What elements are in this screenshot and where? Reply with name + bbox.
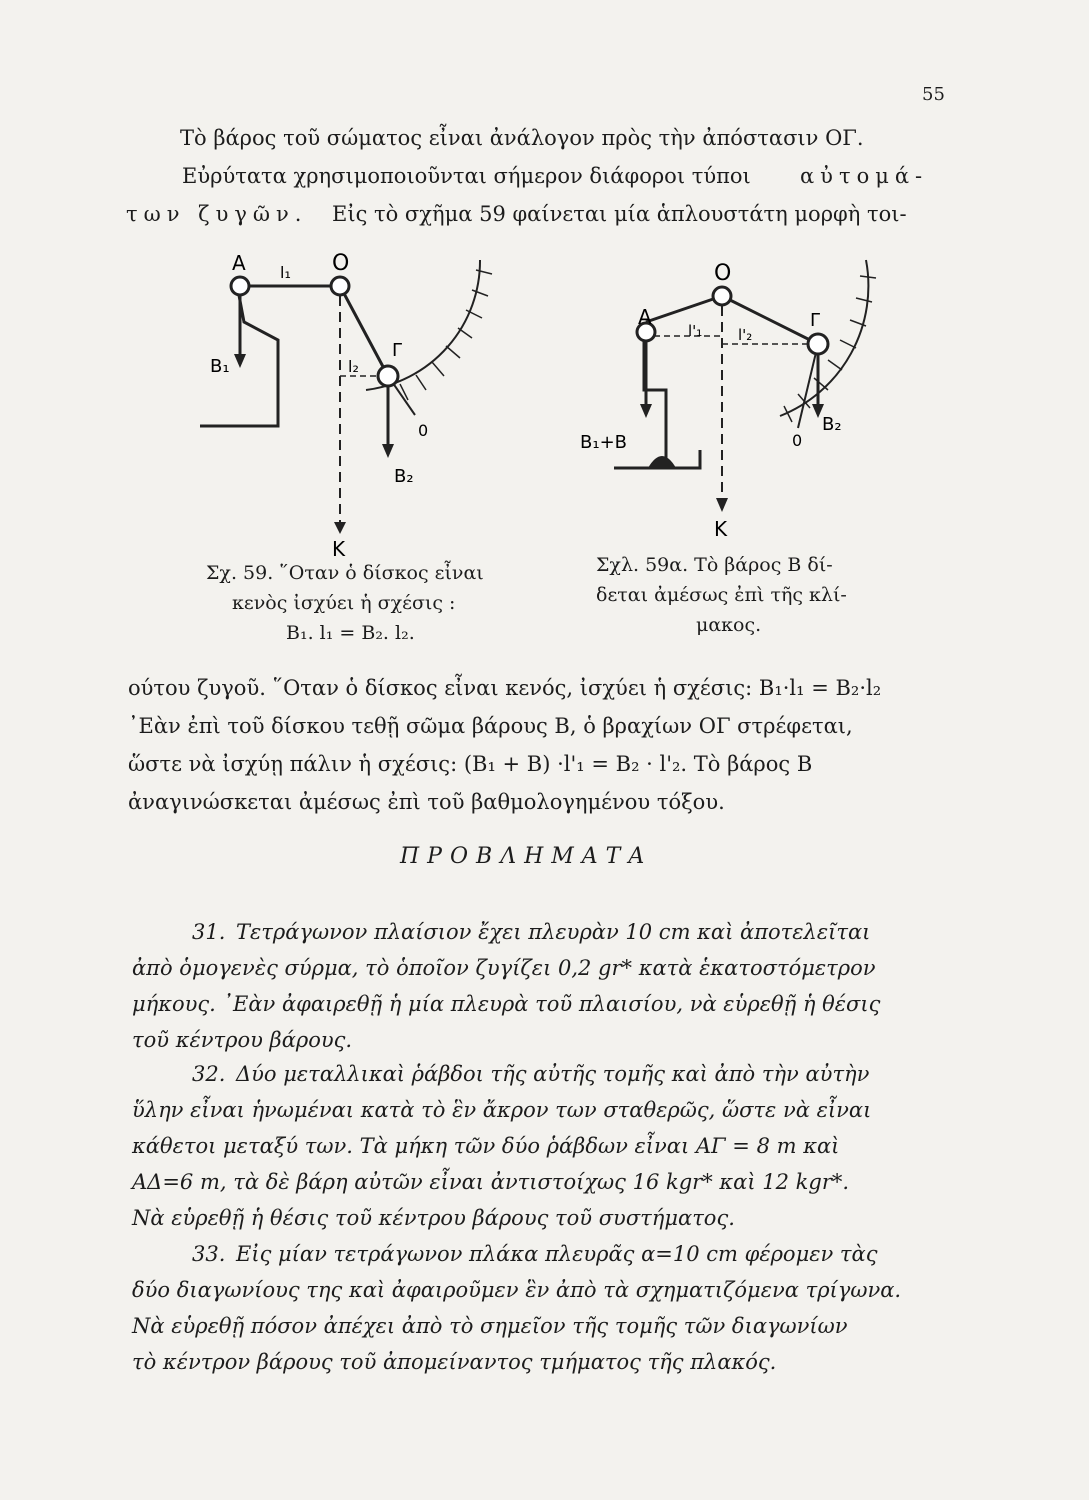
arrow-b1b — [640, 404, 652, 418]
arrow-b1 — [234, 354, 246, 368]
label-o: O — [714, 261, 732, 286]
caption-59a-line-2: δεται ἀμέσως ἐπὶ τῆς κλί- — [596, 584, 847, 606]
beam-a-o — [646, 296, 722, 322]
label-b1: B₁ — [210, 356, 230, 377]
caption-59-line-1: Σχ. 59. ῞Οταν ὁ δίσκος εἶναι — [206, 562, 484, 584]
body-line-3: ὥστε νὰ ἰσχύῃ πάλιν ἡ σχέσις: (B₁ + B) ·l'₁ = B₂ · l'₂. Τὸ βάρος B — [128, 752, 813, 776]
intro-line-2b: αὐτομά- — [800, 164, 929, 188]
problem-line: ΑΔ=6 m, τὰ δὲ βάρη αὐτῶν εἶναι ἀντιστοίχως 16 kgr* καὶ 12 kgr*. — [132, 1170, 850, 1194]
scale-ticks — [784, 276, 876, 422]
pivot-a — [231, 277, 249, 295]
problem-line: ὕλην εἶναι ἡνωμέναι κατὰ τὸ ἓν ἄκρον των σταθερῶς, ὥστε νὰ εἶναι — [132, 1098, 872, 1122]
pivot-o — [331, 277, 349, 295]
problem-line: ἀπὸ ὁμογενὲς σύρμα, τὸ ὁποῖον ζυγίζει 0,2 gr* κατὰ ἑκατοστόμετρον — [132, 956, 876, 980]
problem-line: τοῦ κέντρου βάρους. — [132, 1028, 353, 1052]
intro-line-3b: Εἰς τὸ σχῆμα 59 φαίνεται μία ἁπλουστάτη μορφὴ τοι- — [332, 202, 907, 226]
label-zero: 0 — [418, 421, 429, 440]
label-l1: l₁ — [280, 263, 291, 282]
problem-line: Νὰ εὑρεθῇ πόσον ἀπέχει ἀπὸ τὸ σημεῖον τῆς τομῆς τῶν διαγωνίων — [132, 1314, 848, 1338]
body-line-4: ἀναγινώσκεται ἀμέσως ἐπὶ τοῦ βαθμολογημένου τόξου. — [128, 790, 725, 814]
pivot-gamma — [378, 366, 398, 386]
label-b2: B₂ — [394, 466, 414, 487]
body-line-1: ούτου ζυγοῦ. ῞Οταν ὁ δίσκος εἶναι κενός, ἰσχύει ἡ σχέσις: B₁·l₁ = B₂·l₂ — [128, 676, 882, 700]
problem-line: Δύο μεταλλικαὶ ῥάβδοι τῆς αὐτῆς τομῆς καὶ ἀπὸ τὴν αὐτὴν — [236, 1062, 870, 1086]
label-a: A — [232, 251, 246, 275]
label-o: O — [332, 251, 350, 276]
arrow-k — [334, 522, 346, 534]
problem-number: 32. — [192, 1062, 226, 1086]
page-number: 55 — [922, 84, 945, 105]
pivot-o — [713, 287, 731, 305]
caption-59-line-2: κενὸς ἰσχύει ἡ σχέσις : — [232, 592, 456, 614]
problem-number: 33. — [192, 1242, 226, 1266]
label-l2: l'₂ — [738, 326, 753, 344]
label-gamma: Γ — [810, 310, 821, 331]
problem-line: Νὰ εὑρεθῇ ἡ θέσις τοῦ κέντρου βάρους τοῦ συστήματος. — [132, 1206, 735, 1230]
intro-line-2a: Εὐρύτατα χρησιμοποιοῦνται σήμερον διάφοροι τύποι — [182, 164, 751, 188]
body-line-2: ᾿Εὰν ἐπὶ τοῦ δίσκου τεθῇ σῶμα βάρους B, ὁ βραχίων ΟΓ στρέφεται, — [128, 714, 853, 738]
problem-line: δύο διαγωνίους της καὶ ἀφαιροῦμεν ἓν ἀπὸ τὰ σχηματιζόμενα τρίγωνα. — [132, 1278, 902, 1302]
weight-on-pan — [648, 456, 676, 468]
figure-59a — [570, 240, 970, 540]
intro-line-3a: των ζυγῶν. — [126, 202, 308, 226]
scale-ticks — [400, 270, 492, 400]
problem-line: κάθετοι μεταξύ των. Τὰ μήκη τῶν δύο ῥάβδων εἶναι ΑΓ = 8 m καὶ — [132, 1134, 840, 1158]
caption-59-line-3: B₁. l₁ = B₂. l₂. — [286, 622, 415, 644]
label-zero: 0 — [792, 431, 803, 450]
intro-line-1: Τὸ βάρος τοῦ σώματος εἶναι ἀνάλογον πρὸς τὴν ἀπόστασιν ΟΓ. — [180, 126, 864, 150]
label-k: K — [332, 537, 346, 560]
label-b2: B₂ — [822, 414, 842, 435]
label-l2: l₂ — [348, 357, 359, 376]
arrow-b2 — [382, 444, 394, 458]
label-k: K — [714, 517, 728, 540]
label-gamma: Γ — [392, 340, 403, 361]
problem-line: Τετράγωνον πλαίσιον ἔχει πλευρὰν 10 cm καὶ ἀποτελεῖται — [236, 920, 871, 944]
label-l1: l'₁ — [688, 322, 703, 340]
pointer — [798, 344, 818, 428]
pivot-gamma — [808, 334, 828, 354]
arrow-k — [716, 498, 728, 512]
problem-line: μήκους. ᾿Εὰν ἀφαιρεθῇ ἡ μία πλευρὰ τοῦ πλαισίου, νὰ εὑρεθῇ ἡ θέσις — [132, 992, 881, 1016]
problem-line: τὸ κέντρον βάρους τοῦ ἀπομείναντος τμήματος τῆς πλακός. — [132, 1350, 777, 1374]
figure-59 — [180, 240, 560, 560]
label-b1b: B₁+B — [580, 432, 627, 453]
arm-o-gamma — [722, 296, 821, 344]
caption-59a-line-3: μακος. — [696, 614, 762, 636]
section-title: ΠΡΟΒΛΗΜΑΤΑ — [400, 844, 653, 869]
problem-line: Εἰς μίαν τετράγωνον πλάκα πλευρᾶς α=10 cm φέρομεν τὰς — [236, 1242, 878, 1266]
problem-number: 31. — [192, 920, 226, 944]
label-a: A — [638, 305, 652, 329]
caption-59a-line-1: Σχλ. 59α. Τὸ βάρος B δί- — [596, 554, 833, 576]
